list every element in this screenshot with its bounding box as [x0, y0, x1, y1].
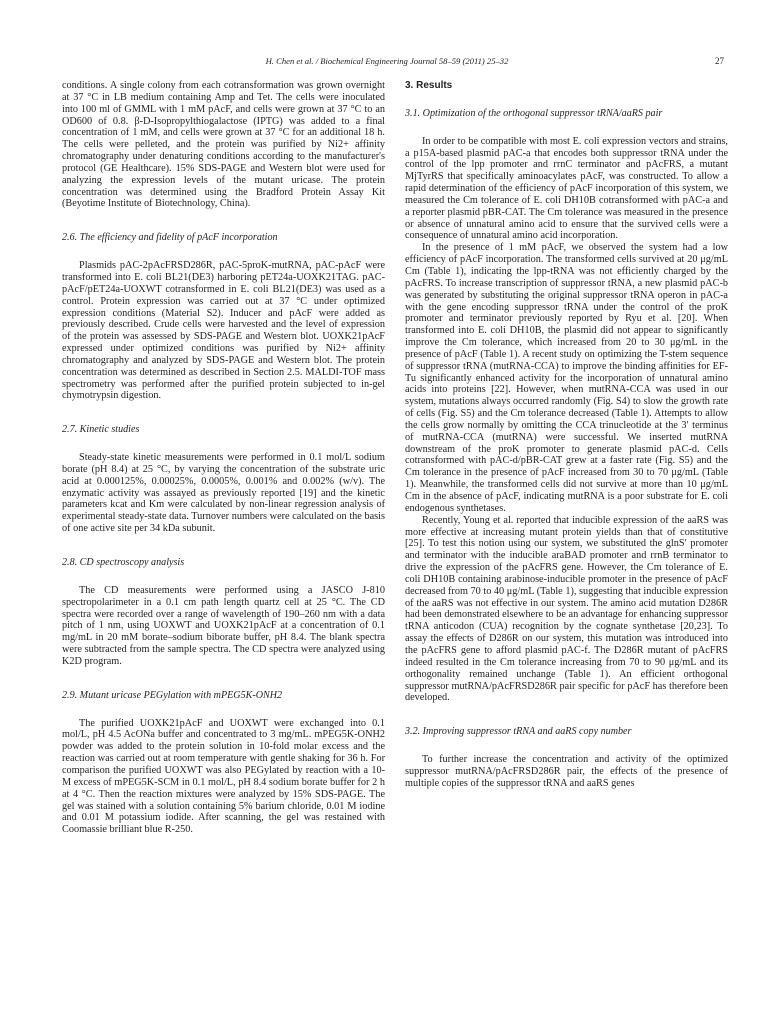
- section-2-9-paragraph: The purified UOXK21pAcF and UOXWT were exchanged into 0.1 mol/L, pH 4.5 AcONa buffer and concentrated to 3 mg/mL. mPEG5K-ONH2 powder was added to the protein solution in 10-fold molar excess and the reaction was carried out at room temperature with gentle shaking for 36 h. For comparison the purified UOXWT was also PEGylated by reaction with a 10-M excess of mPEG5K-SCM in 0.1 mol/L, pH 8.4 sodium borate buffer for 2 h at 4 °C. Then the reaction mixtures were analyzed by 15% SDS-PAGE. The gel was stained with a solution containing 5% barium chloride, 0.01 M iodine and 0.01 M potassium iodide. After scanning, the gel was restained with Coomassie brilliant blue R-250.: [62, 717, 385, 836]
- intro-paragraph: conditions. A single colony from each cotransformation was grown overnight at 37 °C in LB medium containing Amp and Tet. The cells were inoculated into 100 ml of GMML with 1 mM pAcF, and cells were grown at 37 °C to an OD600 of 0.8. β-D-Isopropylthiogalactose (IPTG) was added to a final concentration of 1 mM, and cells were grown at 37 °C for an additional 18 h. The cells were pelleted, and the protein was purified by Ni2+ affinity chromatography under denaturing conditions according to the manufacturer's protocol (GE Healthcare). 15% SDS-PAGE and Western blot were used for analyzing the expression levels of the mutant uricase. The protein concentration was determined using the Bradford Protein Assay Kit (Beyotime Institute of Biotechnology, China).: [62, 80, 385, 210]
- section-2-8-heading: 2.8. CD spectroscopy analysis: [62, 557, 185, 568]
- section-2-8-paragraph: The CD measurements were performed using a JASCO J-810 spectropolarimeter in a 0.1 cm path length quartz cell at 25 °C. The CD spectra were recorded over a range of wavelength of 190–260 nm with a data pitch of 1 nm, using UOXWT and UOXK21pAcF at a concentration of 0.1 mg/mL in 20 mM borate–sodium biborate buffer, pH 8.4. The blank spectra were subtracted from the sample spectra. The CD spectra were analyzed using K2D program.: [62, 584, 385, 667]
- section-2-7-paragraph: Steady-state kinetic measurements were performed in 0.1 mol/L sodium borate (pH 8.4) at 25 °C, by varying the concentration of the substrate uric acid at 0.000125%, 0.00025%, 0.0005%, 0.001% and 0.002% (w/v). The enzymatic activity was assayed as previously reported [19] and the kinetic parameters kcat and Km were calculated by non-linear regression analysis of experimental steady-state data. Turnover numbers were calculated on the basis of one active site per 34 kDa subunit.: [62, 452, 385, 535]
- left-column: [62, 80, 385, 836]
- section-3-heading: 3. Results: [405, 80, 453, 91]
- right-column: [405, 80, 728, 790]
- section-2-7-heading: 2.7. Kinetic studies: [62, 424, 140, 436]
- section-3-1-paragraph-3: Recently, Young et al. reported that inducible expression of the aaRS was more effective at increasing mutant protein yields than that of constitutive [25]. To test this notion using our system, we substituted the glnS′ promoter and terminator with the inducible araBAD promoter and rrnB terminator to drive the expression of the pAcFRS gene. However, the Cm tolerance of E. coli DH10B containing arabinose-inducible promoter in the presence of pAcF decreased from 70 to 40 μg/mL (Table 1), suggesting that inducible expression of the aaRS was not effective in our system. The amino acid mutation D286R had been demonstrated elsewhere to be an advantage for enhancing suppressor tRNA anticodon (CUA) recognition by the cognate synthetase [20,23]. To assay the effects of D286R on our system, this mutation was introduced into the pAcFRS gene to afford plasmid pAC-f. The D286R mutant of pAcFRS indeed resulted in the Cm tolerance increasing from 70 to 90 μg/mL and its orthogonality remained unchange (Table 1). An efficient orthogonal suppressor mutRNA/pAcFRSD286R pair specific for pAcF has therefore been developed.: [405, 514, 728, 704]
- running-title: H. Chen et al. / Biochemical Engineering Journal 58–59 (2011) 25–32: [265, 56, 509, 66]
- section-2-9-heading: 2.9. Mutant uricase PEGylation with mPEG5K-ONH2: [62, 689, 283, 701]
- page-header: [0, 56, 774, 68]
- section-3-1-paragraph-2: In the presence of 1 mM pAcF, we observed the system had a low efficiency of pAcF incorporation. The transformed cells survived at 20 μg/mL Cm (Table 1), indicating the lpp-tRNA was not efficiently charged by the pAcFRS. To increase transcription of suppressor tRNA, a new plasmid pAC-b was generated by substituting the original suppressor tRNA operon in pAC-a with the gene encoding suppressor tRNA under the control of the proK promoter and terminator previously reported by Ryu et al. [20]. When transformed into E. coli DH10B, the plasmid did not appear to significantly improve the Cm tolerance, which increased from 20 to 30 μg/mL in the presence of pAcF (Table 1). A recent study on optimizing the T-stem sequence of suppressor tRNA (mutRNA-CCA) to improve the binding affinities for EF-Tu significantly enhanced activity for the incorporation of unnatural amino acids into proteins [22]. However, when mutRNA-CCA was used in our system, mutations always occurred randomly (Fig. S4) to slow the growth rate of cells (Fig. S5) and the Cm tolerance decreased (Table 1). Attempts to allow the cells grow normally by omitting the CCA trinucleotide at the 3′ terminus of mutRNA-CCA (mutRNA) were successful. We inserted mutRNA downstream of the proK promoter to generate plasmid pAC-d. Cells cotransformed with pAC-d/pBR-CAT grew at a faster rate (Fig. S5) and the Cm tolerance in the presence of pAcF increased from 30 to 70 μg/mL (Table 1). Meanwhile, the transformed cells did not survive at more than 10 μg/mL Cm in the absence of pAcF, indicating mutRNA is a poor substrate for E. coli endogenous synthetases.: [405, 242, 728, 514]
- section-2-6-heading: 2.6. The efficiency and fidelity of pAcF incorporation: [62, 232, 278, 244]
- section-3-2-paragraph: To further increase the concentration and activity of the optimized suppressor mutRNA/pAcFRSD286R pair, the effects of the presence of multiple copies of the suppressor tRNA and aaRS genes: [405, 754, 728, 789]
- section-3-2-heading: 3.2. Improving suppressor tRNA and aaRS copy number: [405, 726, 632, 738]
- section-3-1-heading: 3.1. Optimization of the orthogonal suppressor tRNA/aaRS pair: [405, 107, 663, 119]
- section-2-6-paragraph: Plasmids pAC-2pAcFRSD286R, pAC-5proK-mutRNA, pAC-pAcF were transformed into E. coli BL21(DE3) harboring pET24a-UOXK21TAG. pAC-pAcF/pET24a-UOXWT cotransformed in E. coli BL21(DE3) was used as a control. Protein expression was carried out at 37 °C under optimized expression conditions (Material S2). Inducer and pAcF were added as previously described. Crude cells were harvested and the level of expression of the protein was assessed by SDS-PAGE and Western blot. UOXK21pAcF expressed under optimized conditions was purified by Ni2+ affinity chromatography and analyzed by SDS-PAGE and Western blot. The protein concentration was determined as described in Section 2.5. MALDI-TOF mass spectrometry was performed after the purified protein subjected to in-gel chymotrypsin digestion.: [62, 260, 385, 402]
- page-number: 27: [715, 56, 724, 66]
- section-3-1-paragraph-1: In order to be compatible with most E. coli expression vectors and strains, a p15A-based plasmid pAC-a that encodes both suppressor tRNA under the control of the lpp promoter and rrnC terminator and pAcFRS, a mutant MjTyrRS that specifically aminoacylates pAcF, was constructed. To allow a rapid determination of the efficiency of pAcF incorporation of this system, we measured the Cm tolerance of E. coli DH10B cotransformed with pAC-a and a reporter plasmid pBR-CAT. The Cm tolerance was measured in the presence or absence of unnatural amino acid to ensure that the survived cells were a consequence of unnatural amino acid incorporation.: [405, 135, 728, 242]
